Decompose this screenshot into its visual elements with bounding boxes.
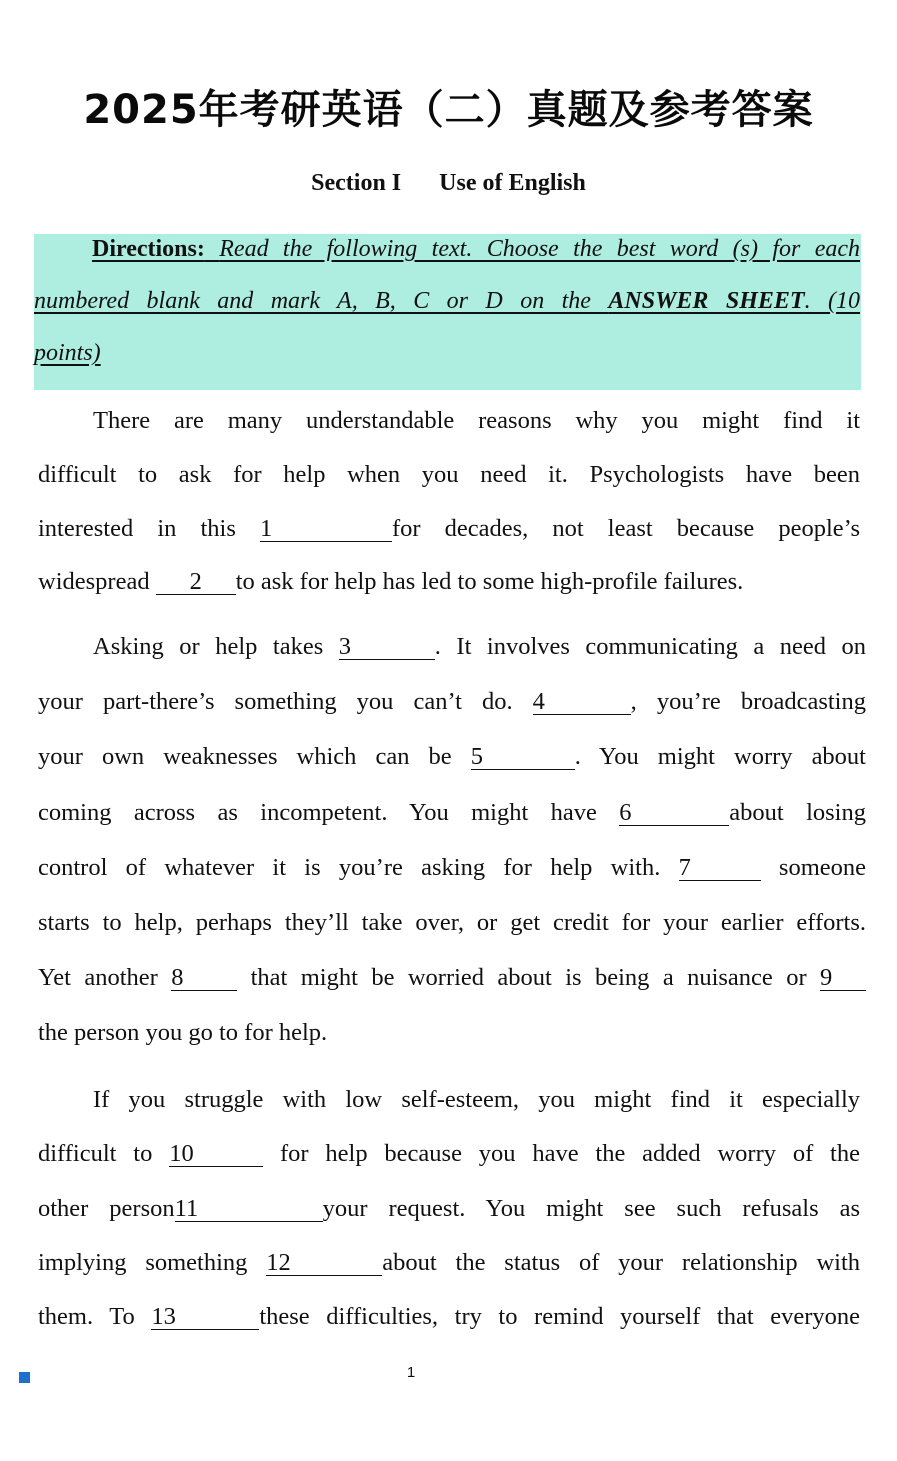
text-line: Asking or help takes 3 . It involves communicating a need on (93, 633, 866, 660)
directions-line: Directions: Read the following text. Choose the best word (s) for each (92, 236, 860, 262)
text-line: There are many understandable reasons why you might find it (93, 407, 860, 434)
section-heading (0, 170, 897, 197)
directions-line: points) (34, 340, 101, 366)
blank-13[interactable]: 13 (151, 1305, 259, 1330)
directions-label: Directions: (92, 236, 205, 262)
blank-7[interactable]: 7 (679, 856, 761, 881)
blank-8[interactable]: 8 (171, 966, 237, 991)
page-number: 1 (406, 1364, 416, 1381)
blank-9[interactable]: 9 (820, 966, 866, 991)
blank-4[interactable]: 4 (533, 690, 631, 715)
text-line: difficult to ask for help when you need it. Psychologists have been (38, 461, 860, 488)
text-line: implying something 12 about the status of your relationship with (38, 1249, 861, 1276)
text-line: your own weaknesses which can be 5 . You might worry about (38, 743, 866, 770)
page-title: 2025年考研英语（二）真题及参考答案 (83, 87, 814, 133)
text-line: them. To 13 these difficulties, try to remind yourself that everyone (38, 1303, 860, 1330)
blank-10[interactable]: 10 (169, 1142, 263, 1167)
blank-5[interactable]: 5 (471, 745, 575, 770)
text-line: coming across as incompetent. You might have 6 about losing (38, 799, 866, 826)
text-line: other person11 your request. You might see such refusals as (38, 1195, 860, 1222)
section-number: Section I (311, 170, 402, 196)
text-line: the person you go to for help. (38, 1019, 328, 1046)
section-name: Use of English (439, 170, 586, 196)
blank-2[interactable]: 2 (156, 570, 236, 595)
blank-11[interactable]: 11 (175, 1197, 323, 1222)
text-line: Yet another 8 that might be worried about is being a nuisance or 9 (38, 963, 866, 993)
text-line: widespread 2 to ask for help has led to some high-profile failures. (38, 568, 744, 595)
directions-line: numbered blank and mark A, B, C or D on the ANSWER SHEET. (10 (34, 288, 860, 314)
text-line: starts to help, perhaps they’ll take over, or get credit for your earlier efforts. (38, 909, 866, 936)
text-line: If you struggle with low self-esteem, you might find it especially (93, 1086, 860, 1113)
text-line: difficult to 10 for help because you have the added worry of the (38, 1140, 860, 1167)
text-line: interested in this 1 for decades, not least because people’s (38, 515, 861, 542)
blank-12[interactable]: 12 (266, 1251, 382, 1276)
blank-1[interactable]: 1 (260, 517, 392, 542)
text-line: control of whatever it is you’re asking for help with. 7 someone (38, 854, 867, 881)
blank-3[interactable]: 3 (339, 635, 435, 660)
blank-6[interactable]: 6 (619, 801, 729, 826)
text-line: your part-there’s something you can’t do. 4 , you’re broadcasting (38, 688, 866, 715)
